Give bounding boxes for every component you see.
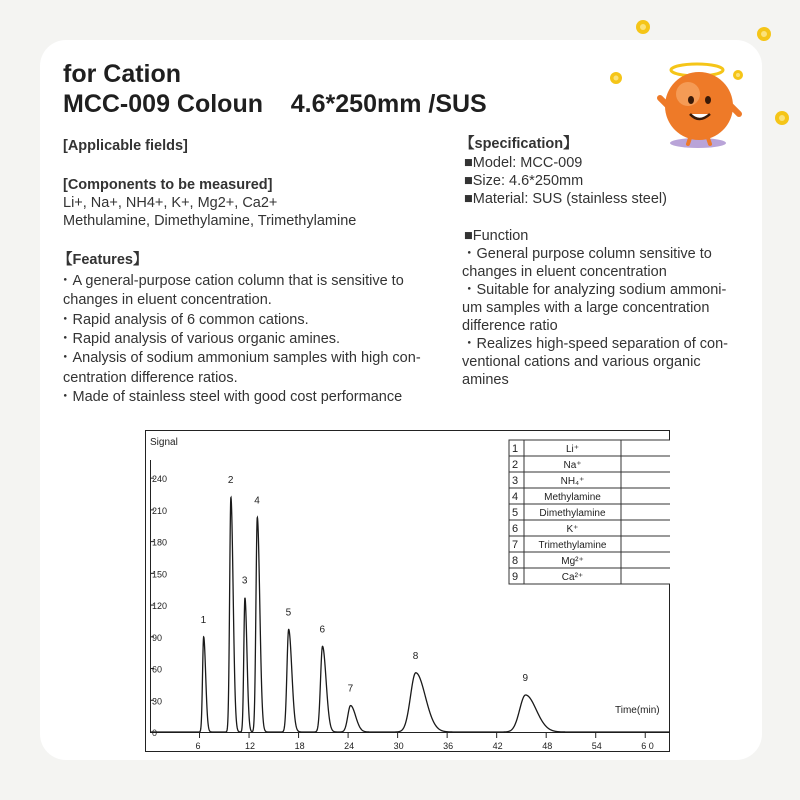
function-line: changes in eluent concentration <box>462 264 667 280</box>
peak-label: 5 <box>285 607 292 619</box>
x-axis-label: Time(min) <box>615 705 660 716</box>
sun-icon <box>775 111 789 125</box>
components-line: Li+, Na+, NH4+, K+, Mg2+, Ca2+ <box>63 195 278 211</box>
chromatogram-chart <box>145 430 670 752</box>
function-line: difference ratio <box>462 318 558 334</box>
features-line: ・Made of stainless steel with good cost performance <box>58 389 403 405</box>
function-line: um samples with a large concentration <box>462 300 710 316</box>
peak-label: 1 <box>200 614 207 626</box>
peak-label: 6 <box>319 624 326 636</box>
title-line-2: MCC-009 Coloun 4.6*250mm /SUS <box>63 90 487 118</box>
legend-number: 7 <box>512 539 519 551</box>
peak-label: 8 <box>412 650 419 662</box>
features-line: ・Analysis of sodium ammonium samples with high con- <box>58 350 421 366</box>
peak-label: 3 <box>241 575 248 587</box>
spec-line: ■Material: SUS (stainless steel) <box>464 191 667 207</box>
y-tick-label: 180 <box>152 537 168 548</box>
sun-icon <box>757 27 771 41</box>
x-tick-label: 6 0 <box>641 741 654 751</box>
y-axis-label: Signal <box>150 437 178 448</box>
features-line: centration difference ratios. <box>63 370 238 386</box>
legend-number: 8 <box>512 555 519 567</box>
x-tick-label: 24 <box>344 741 355 751</box>
legend-number: 2 <box>512 459 519 471</box>
legend-number: 1 <box>512 443 519 455</box>
mascot-illustration <box>600 14 800 164</box>
legend-entry: Li⁺ <box>565 444 580 455</box>
sun-icon <box>733 70 743 80</box>
function-line: ・Suitable for analyzing sodium ammoni- <box>462 282 727 298</box>
peak-label: 9 <box>522 672 529 684</box>
features-line: ・Rapid analysis of various organic amines. <box>58 331 341 347</box>
y-tick-label: 90 <box>152 632 163 643</box>
legend-number: 4 <box>512 491 519 503</box>
legend-entry: Trimethylamine <box>538 540 607 551</box>
legend-number: 9 <box>512 571 519 583</box>
y-tick-label: 150 <box>152 569 168 580</box>
y-tick-label: 210 <box>152 505 168 516</box>
sun-icon <box>636 20 650 34</box>
x-tick-label: 48 <box>542 741 553 751</box>
components-line: Methulamine, Dimethylamine, Trimethylamine <box>63 213 357 229</box>
peak-label: 2 <box>227 475 234 487</box>
peak-label: 4 <box>254 495 260 507</box>
specification-heading: 【specification】 <box>460 136 578 152</box>
legend-number: 5 <box>512 507 519 519</box>
features-heading: 【Features】 <box>58 252 148 268</box>
legend-entry: Ca²⁺ <box>561 572 584 583</box>
legend-entry: NH₄⁺ <box>560 476 585 487</box>
applicable-fields-heading: [Applicable fields] <box>63 138 188 154</box>
mascot-character-icon <box>660 64 739 148</box>
function-line: ・Realizes high-speed separation of con- <box>462 336 728 352</box>
function-line: ・General purpose column sensitive to <box>462 246 712 262</box>
features-line: changes in eluent concentration. <box>63 292 272 308</box>
function-line: amines <box>462 372 509 388</box>
features-line: ・Rapid analysis of 6 common cations. <box>58 312 309 328</box>
y-tick-label: 240 <box>152 474 168 485</box>
title-line-1: for Cation <box>63 60 182 88</box>
sun-icon <box>610 72 622 84</box>
y-tick-label: 60 <box>152 664 163 675</box>
components-heading: [Components to be measured] <box>63 177 273 193</box>
x-tick-label: 18 <box>294 741 305 751</box>
x-tick-label: 42 <box>492 741 503 751</box>
x-tick-label: 30 <box>393 741 404 751</box>
function-line: ventional cations and various organic <box>462 354 701 370</box>
x-tick-label: 6 <box>195 741 201 751</box>
y-tick-label: 0 <box>152 728 158 738</box>
legend-entry: Methylamine <box>544 492 601 503</box>
spec-line: ■Model: MCC-009 <box>464 155 583 171</box>
x-tick-label: 36 <box>443 741 454 751</box>
legend-number: 3 <box>512 475 519 487</box>
features-line: ・A general-purpose cation column that is sensitive to <box>58 273 404 289</box>
y-tick-label: 30 <box>152 696 163 707</box>
legend-entry: K⁺ <box>566 524 579 535</box>
legend-entry: Dimethylamine <box>539 508 606 519</box>
x-tick-label: 54 <box>591 741 602 751</box>
y-tick-label: 120 <box>152 601 168 612</box>
function-heading: ■Function <box>464 228 529 244</box>
legend-entry: Mg²⁺ <box>561 556 584 567</box>
peak-label: 7 <box>347 683 354 695</box>
x-tick-label: 12 <box>245 741 256 751</box>
legend-number: 6 <box>512 523 519 535</box>
legend-entry: Na⁺ <box>563 460 582 471</box>
spec-line: ■Size: 4.6*250mm <box>464 173 584 189</box>
